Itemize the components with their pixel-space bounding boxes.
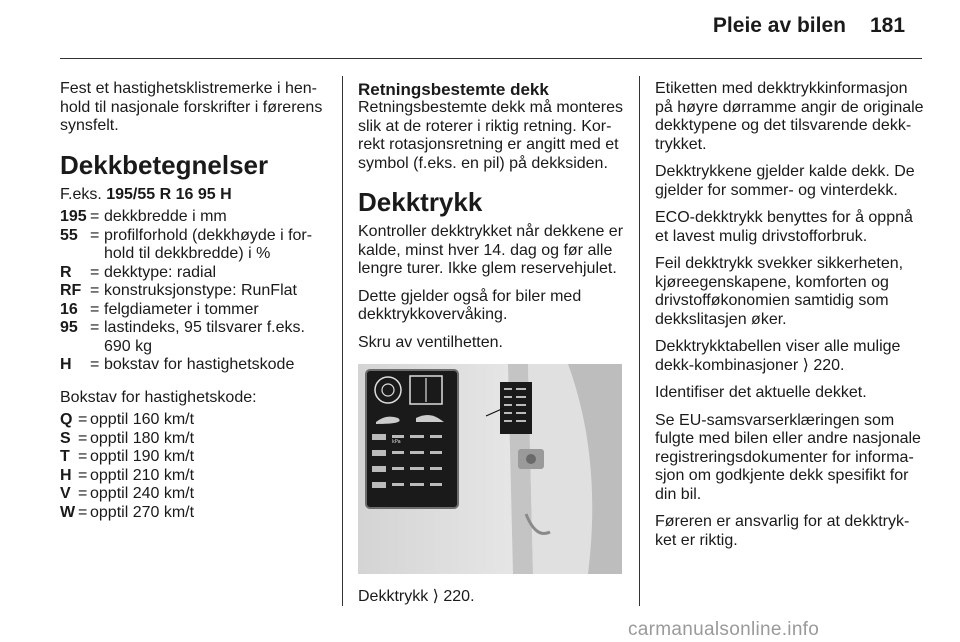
definition-text: bokstav for hastighetskode: [104, 356, 295, 373]
speed-code-letter: W: [60, 503, 76, 521]
column-divider-left: [342, 76, 343, 606]
page-title: Pleie av bilen: [712, 14, 846, 37]
speed-code-letter: V: [60, 485, 71, 502]
column-middle: [358, 80, 624, 616]
pressure-table-page-ref[interactable]: 220.: [813, 356, 845, 374]
definition-row: [60, 208, 328, 227]
section-heading-tire-designations: Dekkbetegnelser: [60, 149, 269, 180]
label-paragraph: Etiketten med dekktrykkinformasjon på høyre dørramme angir de originale dekktypene og det tilsvarende dekktrykket.: [655, 80, 924, 153]
speed-code-row: [60, 411, 328, 430]
eu-conformity-paragraph: Se EU-samsvarserklæringen som fulgte med bilen eller andre nasjonale registreringsdokumenter for informasjon om godkjente dekk spesifikt for din bil.: [655, 411, 921, 503]
speed-code-text: opptil 180 km/t: [90, 429, 195, 447]
speed-code-row: [60, 430, 328, 449]
figure-caption: [358, 588, 624, 607]
definition-term: R: [60, 263, 72, 281]
figure-unit-label: kPa: [392, 439, 401, 445]
speed-code-letter: H: [60, 466, 72, 484]
definition-equals: =: [90, 263, 100, 281]
definition-term: 95: [60, 319, 78, 336]
definition-row: [60, 227, 328, 264]
definition-text: dekkbredde i mm: [104, 208, 227, 225]
definition-equals: =: [90, 300, 100, 318]
definition-equals: =: [90, 208, 100, 225]
speed-code-equals: =: [78, 466, 88, 484]
definition-text: konstruksjonstype: RunFlat: [104, 282, 297, 299]
speed-code-row: [60, 448, 328, 467]
speed-code-text: opptil 160 km/t: [90, 411, 195, 428]
watermark: carmanualsonline.info: [628, 619, 820, 640]
caption-text: Dekktrykk: [358, 588, 433, 605]
definition-term: 55: [60, 226, 78, 244]
definition-list: [60, 208, 328, 375]
speed-code-equals: =: [78, 485, 88, 502]
definition-equals: =: [90, 226, 100, 244]
speed-code-text: opptil 210 km/t: [90, 466, 195, 484]
page-number: 181: [870, 14, 906, 37]
pressure-paragraph-3: Skru av ventilhetten.: [358, 333, 503, 351]
speed-code-text: opptil 190 km/t: [90, 448, 195, 465]
pressure-table-text: Dekktrykktabellen viser alle mulige dekk-kombinasjoner: [655, 338, 901, 374]
speed-code-letter: S: [60, 429, 71, 447]
cold-tires-paragraph: Dekktrykkene gjelder kalde dekk. De gjelder for sommer- og vinterdekk.: [655, 163, 915, 199]
column-divider-right: [639, 76, 640, 606]
column-left: [60, 80, 328, 522]
pressure-paragraph-2: Dette gjelder også for biler med dekktrykkovervåking.: [358, 287, 582, 323]
definition-equals: =: [90, 319, 100, 336]
pressure-table-paragraph: [655, 338, 925, 375]
speed-code-list: [60, 411, 328, 522]
definition-term: 16: [60, 300, 78, 318]
definition-term: RF: [60, 282, 82, 299]
tire-pressure-label-illustration: [358, 364, 622, 574]
definition-row: [60, 356, 328, 375]
speed-code-equals: =: [78, 503, 88, 521]
definition-equals: =: [90, 282, 100, 299]
definition-text: profilforhold (dekkhøyde i forhold til dekkbredde) i %: [104, 226, 313, 262]
definition-term: H: [60, 356, 72, 373]
wrong-pressure-paragraph: Feil dekktrykk svekker sikkerheten, kjøreegenskapene, komforten og drivstofføkonomien samtidig som dekkslitasjen øker.: [655, 255, 904, 328]
speed-code-text: opptil 240 km/t: [90, 485, 195, 502]
definition-text: lastindeks, 95 tilsvarer f.eks. 690 kg: [104, 319, 305, 355]
example-line: [60, 186, 328, 205]
subheading-directional-tires: Retningsbestemte dekk: [358, 80, 549, 99]
definition-text: felgdiameter i tommer: [104, 300, 259, 318]
speed-code-equals: =: [78, 448, 88, 465]
example-code: 195/55 R 16 95 H: [106, 185, 232, 203]
speed-code-row: [60, 467, 328, 486]
pressure-paragraph-1: Kontroller dekktrykket når dekkene er kalde, minst hver 14. dag og før alle lengre turer. Ikke glem reservehjulet.: [358, 223, 624, 277]
speed-code-letter: Q: [60, 411, 73, 428]
definition-equals: =: [90, 356, 100, 373]
speed-code-equals: =: [78, 429, 88, 447]
speed-code-row: [60, 485, 328, 504]
directional-tires-paragraph: Retningsbestemte dekk må monteres slik at de roterer i riktig retning. Korrekt rotasjonsretning er angitt med et symbol (f.eks. en pil) på dekksiden.: [358, 99, 624, 172]
definition-row: [60, 301, 328, 320]
speed-code-row: [60, 504, 328, 523]
definition-term: 195: [60, 208, 87, 225]
definition-row: [60, 282, 328, 301]
section-heading-tire-pressure: Dekktrykk: [358, 187, 483, 217]
speed-code-letter: T: [60, 448, 70, 465]
header-divider: [60, 58, 922, 59]
speed-code-text: opptil 270 km/t: [90, 503, 195, 521]
column-right: [655, 80, 925, 559]
identify-tire-paragraph: Identifiser det aktuelle dekket.: [655, 384, 867, 401]
reference-arrow-icon: ⟩: [432, 588, 439, 605]
definition-row: [60, 319, 328, 356]
eco-pressure-paragraph: ECO-dekktrykk benyttes for å oppnå et lavest mulig drivstofforbruk.: [655, 209, 913, 245]
caption-page-ref[interactable]: 220.: [443, 588, 475, 605]
definition-row: [60, 264, 328, 283]
door-frame-illustration: [358, 364, 622, 574]
definition-text: dekktype: radial: [104, 263, 217, 281]
speed-code-intro: Bokstav for hastighetskode:: [60, 388, 257, 406]
reference-arrow-icon: ⟩: [802, 356, 809, 374]
driver-responsibility-paragraph: Føreren er ansvarlig for at dekktrykket er riktig.: [655, 513, 910, 549]
intro-paragraph: Fest et hastighetsklistremerke i henhold til nasjonale forskrifter i førerens synsfelt.: [60, 80, 323, 134]
example-prefix: F.eks.: [60, 185, 107, 203]
speed-code-equals: =: [78, 411, 88, 428]
